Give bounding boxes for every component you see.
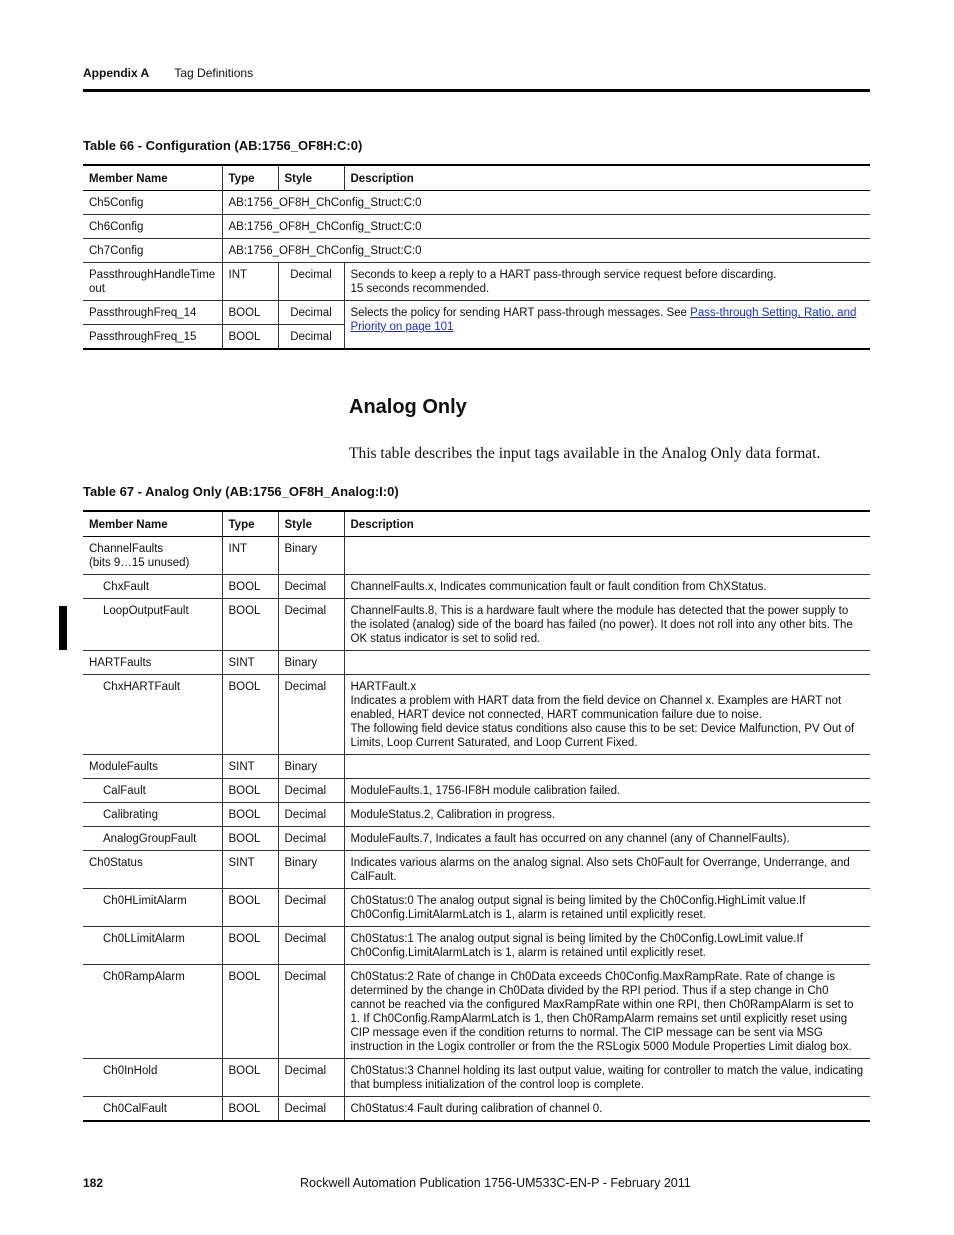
member-name: PassthroughFreq_15 [83,325,222,350]
member-style: Decimal [278,827,344,851]
member-description [344,651,870,675]
member-name: Ch0Status [89,857,143,869]
member-type: SINT [222,851,278,889]
section-label: Tag Definitions [174,66,254,80]
member-style: Decimal [278,927,344,965]
member-name: Ch5Config [89,197,144,209]
change-bar [59,606,67,650]
col-type: Type [222,165,278,191]
table-row [83,965,870,1059]
member-type: BOOL [222,965,278,1059]
member-description: ModuleFaults.1, 1756-IF8H module calibration failed. [344,779,870,803]
section-heading: Analog Only [349,396,467,418]
member-description: ChannelFaults.8, This is a hardware fault where the module has detected that the power supply to the isolated (analog) side of the board has failed (no power). It does not roll into any other bits. The OK status indicator is set to solid red. [344,599,870,651]
member-type: BOOL [222,301,278,325]
section-intro: This table describes the input tags available in the Analog Only data format. [349,445,821,462]
member-style: Decimal [278,1059,344,1097]
member-name: ChxHARTFault [103,681,181,693]
table-row [83,889,870,927]
member-type: BOOL [222,803,278,827]
member-type: BOOL [222,599,278,651]
member-description: ChannelFaults.x, Indicates communication fault or fault condition from ChXStatus. [344,575,870,599]
member-name: Ch0InHold [103,1065,158,1077]
member-name: Ch6Config [89,221,144,233]
member-style: Decimal [278,325,344,350]
member-name: ChxFault [103,581,150,593]
table-row [83,301,870,325]
member-type: BOOL [222,325,278,350]
table-row [83,263,870,301]
member-style: Decimal [278,599,344,651]
col-style: Style [278,511,344,537]
table-row [83,779,870,803]
member-style: Decimal [278,263,344,301]
member-name: ChannelFaults (bits 9…15 unused) [89,543,190,569]
member-style: Binary [278,851,344,889]
member-type: BOOL [222,1059,278,1097]
member-style: Decimal [278,965,344,1059]
member-type: AB:1756_OF8H_ChConfig_Struct:C:0 [222,215,870,239]
member-type: BOOL [222,575,278,599]
member-type: BOOL [222,1097,278,1122]
member-type: SINT [222,651,278,675]
col-description: Description [344,165,870,191]
member-name: PassthroughFreq_14 [89,307,197,319]
member-description: Ch0Status:0 The analog output signal is being limited by the Ch0Config.HighLimit value.If Ch0Config.LimitAlarmLatch is 1, alarm is retained until explicitly reset. [344,889,870,927]
member-type: BOOL [222,889,278,927]
member-description: Selects the policy for sending HART pass-through messages. See Pass-through Setting, Ratio, and Priority on page 101 [344,301,870,350]
table-row [83,675,870,755]
appendix-label: Appendix A [83,66,150,80]
table-row [83,851,870,889]
table-row [83,575,870,599]
member-name: AnalogGroupFault [103,833,197,845]
running-header [83,66,253,80]
member-description: Ch0Status:4 Fault during calibration of channel 0. [344,1097,870,1122]
member-name: HARTFaults [89,657,152,669]
table-row [83,599,870,651]
member-description: Ch0Status:2 Rate of change in Ch0Data exceeds Ch0Config.MaxRampRate. Rate of change is determined by the change in Ch0Data divided by the RPI period. Thus if a step change in Ch0 cannot be reached via the configured MaxRampRate within one RPI, then Ch0RampAlarm is set to 1. If Ch0Config.RampAlarmLatch is 1, then Ch0RampAlarm remains set until explicitly reset using CIP message even if the condition returns to normal. The CIP message can be sent via MSG instruction in the Logix controller or from the the RSLogix 5000 Module Properties Limit dialog box. [344,965,870,1059]
member-type: SINT [222,755,278,779]
col-member-name: Member Name [89,173,168,185]
member-name: CalFault [103,785,146,797]
member-type: BOOL [222,779,278,803]
member-type: INT [222,263,278,301]
member-name: LoopOutputFault [103,605,189,617]
member-description: Ch0Status:1 The analog output signal is being limited by the Ch0Config.LowLimit value.If Ch0Config.LimitAlarmLatch is 1, alarm is retained until explicitly reset. [344,927,870,965]
header-rule [83,89,870,92]
member-name: Calibrating [103,809,158,821]
member-style: Decimal [278,779,344,803]
member-type: INT [222,537,278,575]
col-member-name: Member Name [89,519,168,531]
member-name: Ch0RampAlarm [103,971,185,983]
member-description: Ch0Status:3 Channel holding its last output value, waiting for controller to match the value, indicating that bumpless initialization of the control loop is complete. [344,1059,870,1097]
member-type: BOOL [222,675,278,755]
member-description [344,755,870,779]
table66-caption: Table 66 - Configuration (AB:1756_OF8H:C:0) [83,138,363,153]
table67-caption: Table 67 - Analog Only (AB:1756_OF8H_Analog:I:0) [83,484,399,499]
member-description: ModuleFaults.7, Indicates a fault has occurred on any channel (any of ChannelFaults). [344,827,870,851]
member-name: Ch7Config [89,245,144,257]
member-style: Binary [278,537,344,575]
member-type: BOOL [222,827,278,851]
member-name: Ch0CalFault [103,1103,167,1115]
member-style: Decimal [278,1097,344,1122]
table-row [83,537,870,575]
member-description [344,537,870,575]
publication-info: Rockwell Automation Publication 1756-UM533C-EN-P - February 2011 [300,1176,691,1190]
member-type: AB:1756_OF8H_ChConfig_Struct:C:0 [222,239,870,263]
member-name: PassthroughHandleTime out [89,269,216,295]
table67 [83,510,870,1122]
member-description: HARTFault.x Indicates a problem with HART data from the field device on Channel x. Examples are HART not enabled, HART device not connected, HART communication failure due to noise. The following field device status conditions also cause this to be set: Device Malfunction, PV Out of Limits, Loop Current Saturated, and Loop Current Fixed. [344,675,870,755]
table-row [83,1059,870,1097]
member-name: Ch0LLimitAlarm [103,933,185,945]
table-row [83,1097,870,1122]
member-type: BOOL [222,927,278,965]
table-row [83,239,870,263]
member-name: ModuleFaults [89,761,159,773]
member-type: AB:1756_OF8H_ChConfig_Struct:C:0 [222,191,870,215]
table66 [83,164,870,350]
member-style: Decimal [278,675,344,755]
col-style: Style [278,165,344,191]
member-description: Seconds to keep a reply to a HART pass-through service request before discarding. 15 seconds recommended. [344,263,870,301]
table-row [83,215,870,239]
cross-reference-link[interactable]: Pass-through Setting, Ratio, and Priority on page 101 [350,307,857,333]
member-style: Decimal [278,889,344,927]
table-row [83,827,870,851]
table-row [83,755,870,779]
member-name: Ch0HLimitAlarm [103,895,187,907]
member-style: Decimal [278,301,344,325]
member-description: ModuleStatus.2, Calibration in progress. [344,803,870,827]
member-style: Binary [278,755,344,779]
table-row [83,803,870,827]
member-style: Decimal [278,803,344,827]
member-style: Binary [278,651,344,675]
col-description: Description [344,511,870,537]
table-row [83,927,870,965]
page-number: 182 [83,1176,104,1190]
member-description: Indicates various alarms on the analog signal. Also sets Ch0Fault for Overrange, Underrange, and CalFault. [344,851,870,889]
col-type: Type [222,511,278,537]
table-row [83,191,870,215]
table-row [83,651,870,675]
member-style: Decimal [278,575,344,599]
